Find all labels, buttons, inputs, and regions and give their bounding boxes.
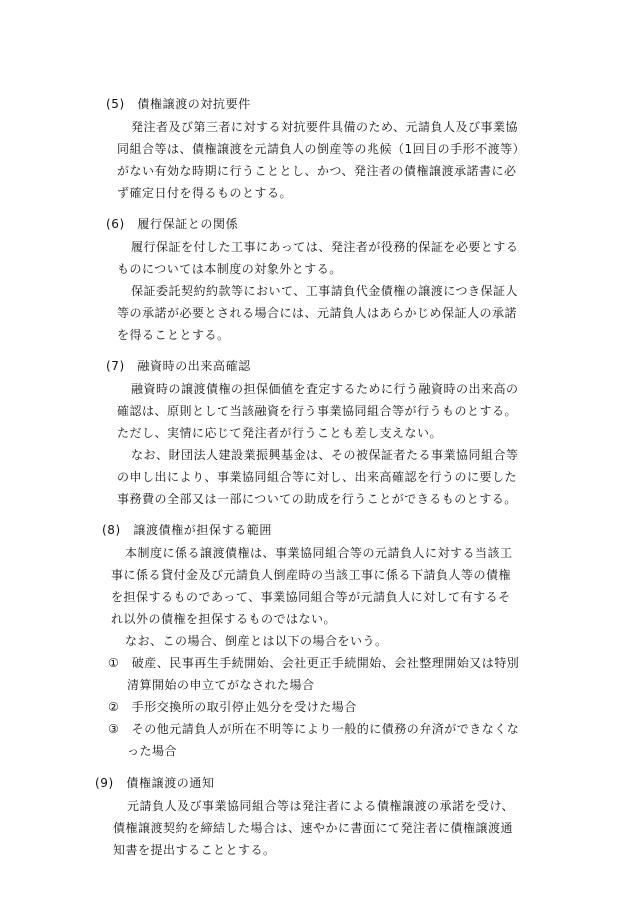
section-8-line-5: なお、この場合、倒産とは以下の場合をいう。	[125, 634, 388, 648]
section-7-heading: (7) 融資時の出来高確認	[106, 359, 251, 373]
section-6-line-3: 保証委託契約約款等において、工事請負代金債権の譲渡につき保証人	[131, 284, 519, 298]
section-9-line-2: 債権譲渡契約を締結した場合は、速やかに書面にて発注者に債権譲渡通	[113, 821, 514, 835]
section-8-item-1-line-2: 清算開始の申立てがなされた場合	[127, 678, 315, 692]
section-9-heading: (9) 債権譲渡の通知	[95, 776, 215, 790]
section-8-line-1: 本制度に係る譲渡債権は、事業協同組合等の元請負人に対する当該工	[125, 546, 513, 560]
section-8-item-3-line-1: ③ その他元請負人が所在不明等により一般的に債務の弁済ができなくな	[108, 722, 520, 736]
section-7-line-6: 事務費の全部又は一部についての助成を行うことができるものとする。	[117, 492, 517, 506]
section-9-line-1: 元請負人及び事業協同組合等は発注者による債権譲渡の承諾を受け、	[127, 799, 515, 813]
section-5-line-4: ず確定日付を得るものとする。	[117, 186, 293, 200]
section-8-item-2: ② 手形交換所の取引停止処分を受けた場合	[108, 700, 357, 714]
section-7-line-4: なお、財団法人建設業振興基金は、その被保証者たる事業協同組合等	[131, 448, 519, 462]
section-6-line-5: を得ることとする。	[117, 328, 230, 342]
section-8-line-4: れ以外の債権を担保するものではない。	[111, 612, 337, 626]
section-5-heading: (5) 債権譲渡の対抗要件	[106, 97, 251, 111]
section-8-line-3: を担保するものであって、事業協同組合等が元請負人に対して有するそ	[111, 590, 511, 604]
section-8-line-2: 事に係る貸付金及び元請負人倒産時の当該工事に係る下請負人等の債権	[111, 568, 512, 582]
section-5-line-3: がない有効な時期に行うこととし、かつ、発注者の債権譲渡承諾書に必	[117, 164, 517, 178]
section-7-line-5: の申し出により、事業協同組合等に対し、出来高確認を行うのに要した	[117, 470, 518, 484]
section-8-heading: (8) 譲渡債権が担保する範囲	[102, 523, 272, 537]
section-5-line-1: 発注者及び第三者に対する対抗要件具備のため、元請負人及び事業協	[131, 120, 519, 134]
section-7-line-3: ただし、実情に応じて発注者が行うことも差し支えない。	[117, 426, 443, 440]
section-6-line-1: 履行保証を付した工事にあっては、発注者が役務的保証を必要とする	[131, 240, 519, 254]
section-8-item-1-line-1: ① 破産、民事再生手続開始、会社更正手続開始、会社整理開始又は特別	[108, 656, 520, 670]
section-6-heading: (6) 履行保証との関係	[106, 217, 239, 231]
section-7-line-1: 融資時の譲渡債権の担保価値を査定するために行う融資時の出来高の	[131, 382, 519, 396]
section-6-line-4: 等の承諾が必要とされる場合には、元請負人はあらかじめ保証人の承諾	[117, 306, 518, 320]
section-9-line-3: 知書を提出することとする。	[113, 843, 276, 857]
section-7-line-2: 確認は、原則として当該融資を行う事業協同組合等が行うものとする。	[117, 404, 518, 418]
section-5-line-2: 同組合等は、債権譲渡を元請負人の倒産等の兆候（1回目の手形不渡等）	[117, 142, 526, 156]
section-8-item-3-line-2: った場合	[127, 744, 178, 758]
section-6-line-2: ものについては本制度の対象外とする。	[117, 262, 342, 276]
